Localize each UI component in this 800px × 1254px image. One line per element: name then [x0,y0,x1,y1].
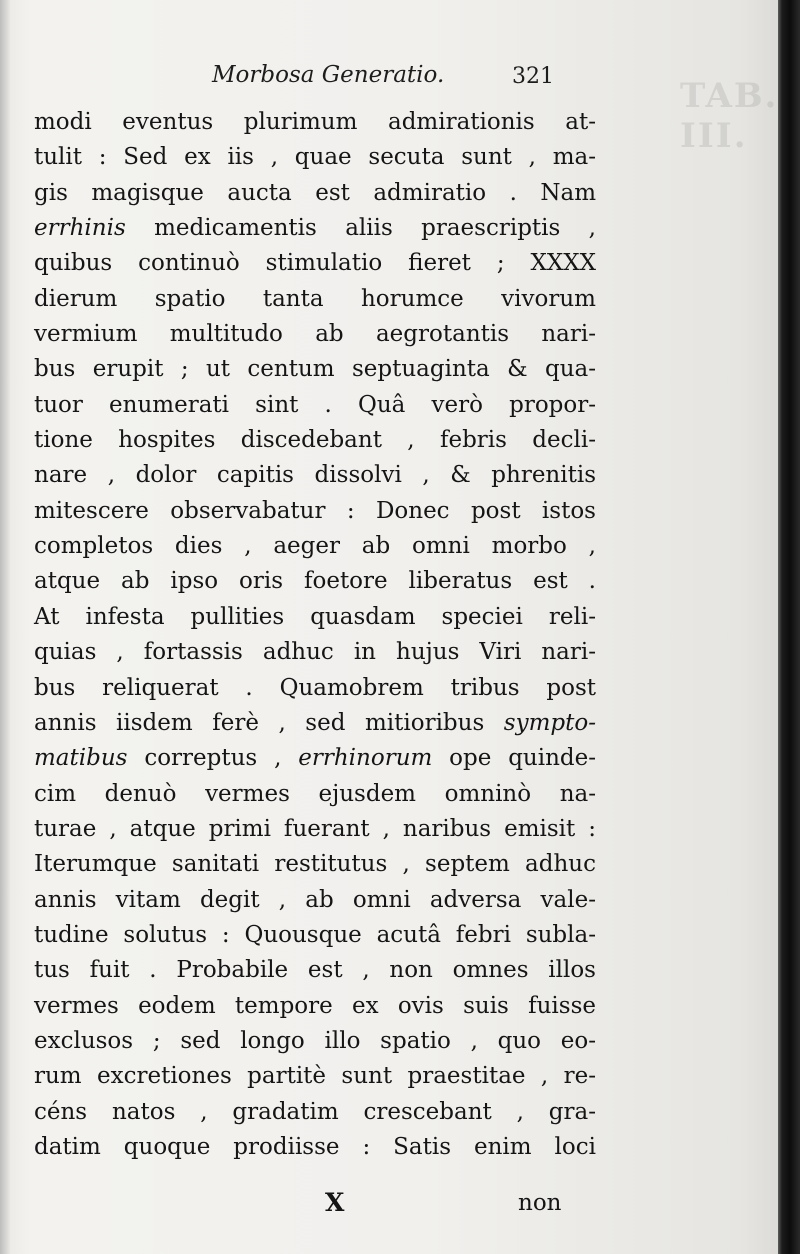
book-spine-shadow [778,0,800,1254]
text-line: bus reliquerat . Quamobrem tribus post [34,674,596,701]
italic-term: matibus [34,745,128,772]
text-line: vermium multitudo ab aegrotantis nari- [34,321,596,348]
text-line [34,706,596,741]
text-line [34,211,596,246]
text-line: tus fuit . Probabile est , non omnes illos [34,957,596,984]
page-header [0,62,800,102]
text-line: exclusos ; sed longo illo spatio , quo eo- [34,1027,596,1054]
text-line: turae , atque primi fuerant , naribus emisit : [34,815,596,842]
text-line: annis vitam degit , ab omni adversa vale- [34,886,596,913]
page-left-edge [0,0,10,1254]
text-line: mitescere observabatur : Donec post istos [34,497,596,524]
body-text [34,105,596,1165]
text-line: bus erupit ; ut centum septuaginta & qua- [34,356,596,383]
text-line: modi eventus plurimum admirationis at- [34,109,596,135]
text-line: quibus continuò stimulatio fieret ; XXXX [34,250,596,277]
text-line: tudine solutus : Quousque acutâ febri subla- [34,921,596,948]
text-line: At infesta pullities quasdam speciei reli- [34,603,596,630]
text-segment: correptus , [144,745,282,772]
catchword: non [518,1190,562,1216]
text-line: dierum spatio tanta horumce vivorum [34,285,596,312]
text-segment: annis iisdem ferè , sed mitioribus [34,709,485,736]
text-line: céns natos , gradatim crescebant , gra- [34,1098,596,1125]
text-line: vermes eodem tempore ex ovis suis fuisse [34,992,596,1019]
signature-mark: X [325,1188,345,1217]
italic-term: errhinis [34,215,126,242]
text-line: nare , dolor capitis dissolvi , & phrenitis [34,462,596,489]
text-line: tione hospites discedebant , febris decli- [34,427,596,454]
text-segment: medicamentis aliis praescriptis , [154,215,596,242]
text-line: cim denuò vermes ejusdem omninò na- [34,780,596,807]
text-line: tuor enumerati sint . Quâ verò propor- [34,391,596,418]
show-through-text: TAB. III. [680,76,779,156]
italic-term: sympto- [503,709,596,736]
text-segment: ope quinde- [449,745,597,772]
text-line: quias , fortassis adhuc in hujus Viri nari- [34,639,596,666]
text-line: atque ab ipso oris foetore liberatus est . [34,568,596,595]
page-footer [0,1188,800,1228]
text-line: Iterumque sanitati restitutus , septem adhuc [34,851,596,878]
text-line: gis magisque aucta est admiratio . Nam [34,179,596,206]
text-line: tulit : Sed ex iis , quae secuta sunt , ma- [34,144,596,171]
text-line: completos dies , aeger ab omni morbo , [34,533,596,560]
page-number: 321 [512,64,554,89]
italic-term: errhinorum [298,745,433,772]
text-line: rum excretiones partitè sunt praestitae , re- [34,1063,596,1090]
running-title: Morbosa Generatio. [212,62,445,88]
text-line: datim quoque prodiisse : Satis enim loci [34,1133,596,1160]
text-line [34,741,596,776]
